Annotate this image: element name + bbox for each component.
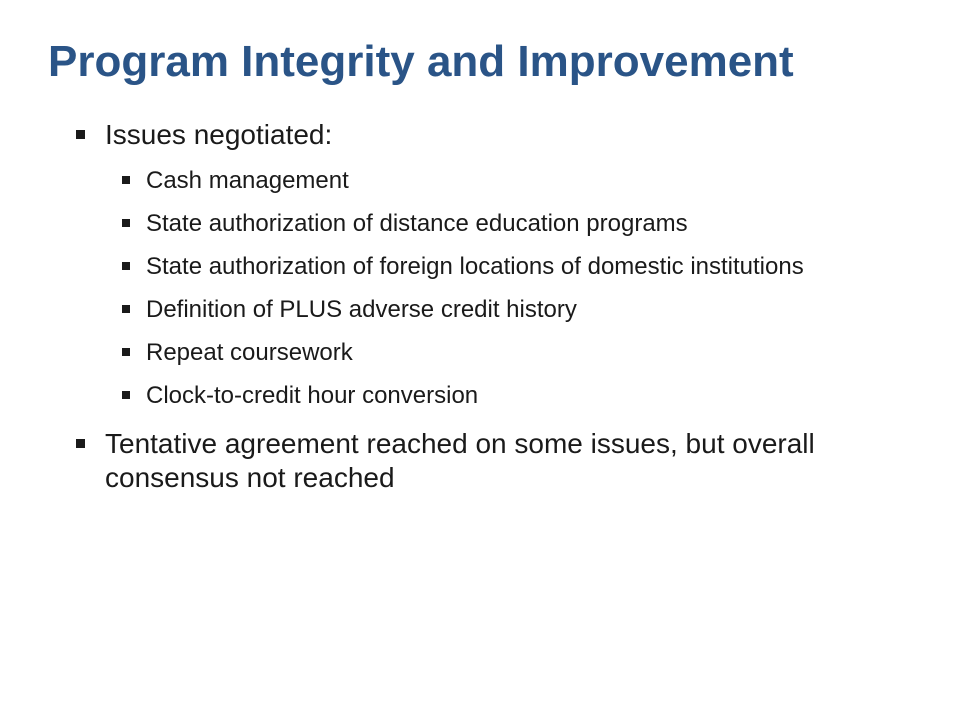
bullet-text: Issues negotiated: [105,119,333,150]
sub-bullet-text: Definition of PLUS adverse credit history [146,296,577,323]
sub-bullet-text: State authorization of foreign locations of domestic institutions [146,253,804,280]
square-bullet-icon [122,305,130,313]
sub-bullet-distance-education [122,209,926,238]
square-bullet-icon [122,262,130,270]
sub-bullet-list [76,166,926,410]
bullet-issues-negotiated [76,118,926,152]
sub-bullet-text: Cash management [146,167,349,194]
slide-title: Program Integrity and Improvement [48,37,794,86]
bullet-tentative-agreement [76,427,926,495]
square-bullet-icon [122,391,130,399]
square-bullet-icon [122,348,130,356]
sub-bullet-text: Clock-to-credit hour conversion [146,382,479,409]
bullet-text: Tentative agreement reached on some issues, but overall consensus not reached [105,428,815,493]
sub-bullet-repeat-coursework [122,338,926,367]
bullet-list [76,118,926,495]
sub-bullet-clock-to-credit [122,381,926,410]
sub-bullet-foreign-locations [122,252,926,281]
sub-bullet-text: State authorization of distance education programs [146,210,688,237]
square-bullet-icon [76,130,85,139]
sub-bullet-text: Repeat coursework [146,339,353,366]
square-bullet-icon [122,219,130,227]
square-bullet-icon [76,439,85,448]
square-bullet-icon [122,176,130,184]
sub-bullet-plus-credit-history [122,295,926,324]
sub-bullet-cash-management [122,166,926,195]
